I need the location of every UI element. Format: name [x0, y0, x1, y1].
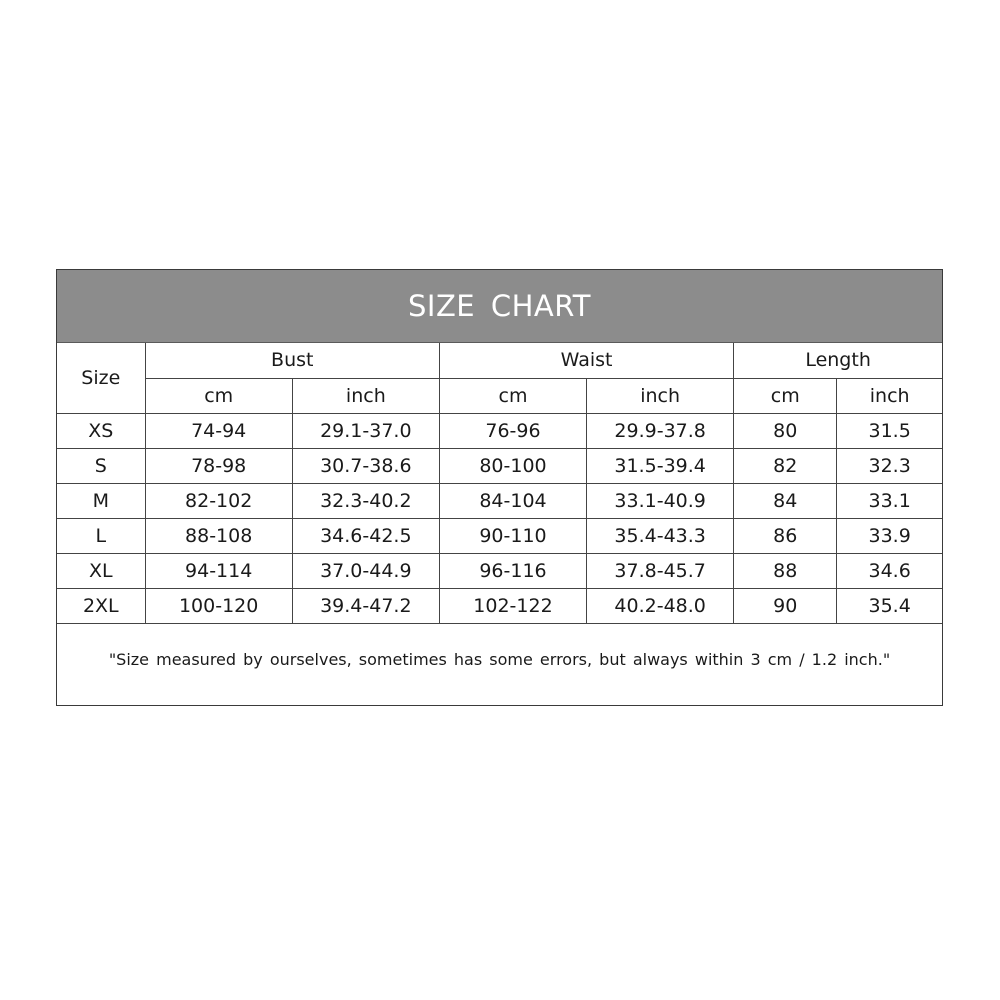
measurement-cell: 80-100	[439, 448, 586, 483]
size-cell: 2XL	[57, 588, 145, 623]
size-table	[57, 343, 942, 624]
measurement-cell: 37.8-45.7	[587, 553, 734, 588]
chart-title: SIZE CHART	[407, 289, 592, 323]
measurement-cell: 37.0-44.9	[292, 553, 439, 588]
measurement-note	[57, 624, 942, 695]
measurement-cell: 40.2-48.0	[587, 588, 734, 623]
measurement-cell: 34.6	[837, 553, 942, 588]
table-row	[57, 518, 942, 553]
waist-header: Waist	[439, 343, 733, 378]
measurement-cell: 32.3	[837, 448, 942, 483]
size-cell: S	[57, 448, 145, 483]
measurement-cell: 100-120	[145, 588, 292, 623]
table-row	[57, 413, 942, 448]
chart-title-bar	[57, 270, 942, 343]
table-row	[57, 588, 942, 623]
measurement-cell: 90-110	[439, 518, 586, 553]
measurement-cell: 31.5	[837, 413, 942, 448]
length-cm-header: cm	[734, 378, 837, 413]
measurement-cell: 31.5-39.4	[587, 448, 734, 483]
size-cell: L	[57, 518, 145, 553]
measurement-cell: 29.1-37.0	[292, 413, 439, 448]
measurement-cell: 88	[734, 553, 837, 588]
waist-inch-header: inch	[587, 378, 734, 413]
measurement-cell: 33.9	[837, 518, 942, 553]
measurement-cell: 33.1-40.9	[587, 483, 734, 518]
bust-header: Bust	[145, 343, 439, 378]
table-row	[57, 553, 942, 588]
measurement-cell: 82	[734, 448, 837, 483]
measurement-cell: 84	[734, 483, 837, 518]
bust-inch-header: inch	[292, 378, 439, 413]
measurement-cell: 90	[734, 588, 837, 623]
size-chart	[56, 269, 943, 706]
measurement-cell: 32.3-40.2	[292, 483, 439, 518]
length-header: Length	[734, 343, 942, 378]
measurement-cell: 39.4-47.2	[292, 588, 439, 623]
length-inch-header: inch	[837, 378, 942, 413]
measurement-cell: 29.9-37.8	[587, 413, 734, 448]
measurement-cell: 35.4-43.3	[587, 518, 734, 553]
measurement-cell: 34.6-42.5	[292, 518, 439, 553]
measurement-cell: 82-102	[145, 483, 292, 518]
measurement-cell: 96-116	[439, 553, 586, 588]
measurement-cell: 86	[734, 518, 837, 553]
measurement-cell: 35.4	[837, 588, 942, 623]
measurement-cell: 30.7-38.6	[292, 448, 439, 483]
table-row	[57, 448, 942, 483]
measurement-cell: 33.1	[837, 483, 942, 518]
measurement-cell: 76-96	[439, 413, 586, 448]
table-row	[57, 483, 942, 518]
waist-cm-header: cm	[439, 378, 586, 413]
bust-cm-header: cm	[145, 378, 292, 413]
measurement-cell: 78-98	[145, 448, 292, 483]
note-text: "Size measured by ourselves, sometimes has some errors, but always within 3 cm / 1.2 inch."	[108, 649, 891, 669]
measurement-cell: 80	[734, 413, 837, 448]
measurement-cell: 94-114	[145, 553, 292, 588]
header-unit-row	[57, 378, 942, 413]
size-cell: XL	[57, 553, 145, 588]
header-group-row	[57, 343, 942, 378]
size-cell: M	[57, 483, 145, 518]
measurement-cell: 88-108	[145, 518, 292, 553]
measurement-cell: 84-104	[439, 483, 586, 518]
measurement-cell: 102-122	[439, 588, 586, 623]
measurement-cell: 74-94	[145, 413, 292, 448]
size-cell: XS	[57, 413, 145, 448]
size-header: Size	[57, 343, 145, 413]
